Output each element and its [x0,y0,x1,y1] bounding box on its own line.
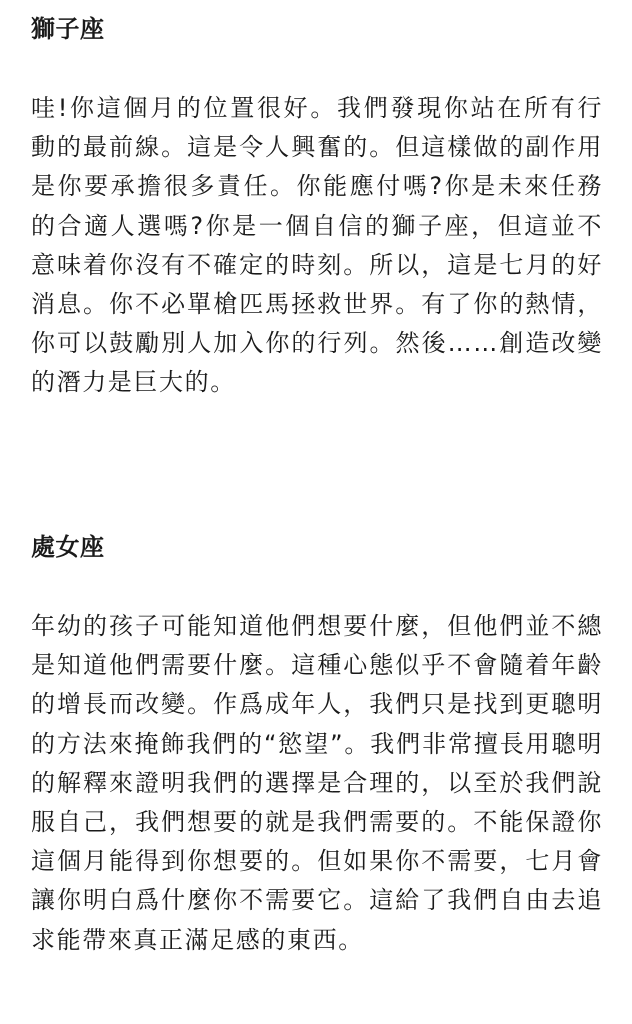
sign-paragraph: 哇!你這個月的位置很好。我們發現你站在所有行動的最前線。這是令人興奮的。但這樣做的副作用是你要承擔很多責任。你能應付嗎?你是未來任務的合適人選嗎?你是一個自信的獅子座，但這並不意味着你沒有不確定的時刻。所以，這是七月的好消息。你不必單槍匹馬拯救世界。有了你的熱情，你可以鼓勵別人加入你的行列。然後……創造改變的潛力是巨大的。 [31,94,603,397]
sign-title: 獅子座 [31,15,105,43]
horoscope-section-virgo [31,530,603,960]
horoscope-section-leo [31,12,603,403]
sign-title: 處女座 [31,533,105,561]
sign-paragraph: 年幼的孩子可能知道他們想要什麼，但他們並不總是知道他們需要什麼。這種心態似乎不會隨着年齡的增長而改變。作爲成年人，我們只是找到更聰明的方法來掩飾我們的“慾望”。我們非常擅長用聰明的解釋來證明我們的選擇是合理的，以至於我們說服自己，我們想要的就是我們需要的。不能保證你這個月能得到你想要的。但如果你不需要，七月會讓你明白爲什麼你不需要它。這給了我們自由去追求能帶來真正滿足感的東西。 [31,612,603,954]
